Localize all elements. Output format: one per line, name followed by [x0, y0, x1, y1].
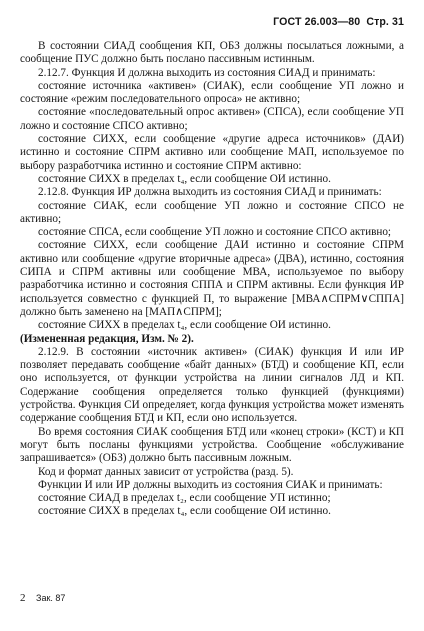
standard-number: ГОСТ 26.003—80 [273, 16, 361, 28]
paragraph: состояние СИХХ, если сообщение ДАИ истинно и состояние СПРМ активно или сообщение «другие вторичные адреса» (ДВА), истинно, состояния СИПА и СПРМ активны или сообщение МВА, используемое по выбору разработчика истинно и состояния СППА и СПРМ активны. Если функция ИР используется совместно с функцией П, то выражение [МВА∧СПРМ∨СППА] должно быть заменено на [МАП∧СПРМ]; [20, 239, 404, 318]
paragraph: состояние источника «активен» (СИАК), если сообщение УП ложно и состояние «режим последовательного опроса» не активно; [20, 79, 404, 106]
document-body [20, 40, 404, 519]
paragraph: В состоянии СИАД сообщения КП, ОБЗ должны посылаться ложными, а сообщение ПУС должно быть послано пассивным истинным. [20, 40, 404, 66]
sheet-number: 2 [20, 592, 26, 604]
print-order-mark: Зак. 87 [36, 593, 66, 603]
paragraph: состояние СИХХ, если сообщение «другие адреса источников» (ДАИ) истинно и состояние СПРМ активно или сообщение МАП, используемое по выбору разработчика истинно и состояние СПРМ активно: [20, 133, 404, 172]
paragraph: состояние СИХХ в пределах t₄, если сообщение ОИ истинно. [38, 172, 331, 185]
paragraph: 2.12.9. В состоянии «источник активен» (СИАК) функция И или ИР позволяет передавать сообщение «байт данных» (БТД) и сообщение КП, если оно используется, от функции устройства на линии сигналов ЛД и КП. Содержание сообщения определяется только функцией (функциями) устройства. Функция СИ определяет, когда функция устройства может изменять содержание сообщения БТД и КП, если оно используется. [20, 345, 404, 425]
paragraph: Код и формат данных зависит от устройства (разд. 5). [38, 465, 294, 478]
page-footer [20, 592, 65, 604]
paragraph: состояние СПСА, если сообщение УП ложно и состояние СПСО активно; [38, 226, 392, 239]
paragraph: 2.12.7. Функция И должна выходить из состояния СИАД и принимать: [38, 66, 376, 79]
page-label: Стр. 31 [366, 16, 404, 28]
paragraph: 2.12.8. Функция ИР должна выходить из состояния СИАД и принимать: [38, 186, 382, 199]
paragraph: Во время состояния СИАК сообщения БТД или «конец строки» (КСТ) и КП могут быть посланы функциями устройства. Сообщение «обслуживание запрашивается» (ОБЗ) должно быть пассивным ложным. [20, 425, 404, 465]
page-header [273, 16, 404, 28]
paragraph: состояние СИАК, если сообщение УП ложно и состояние СПСО не активно; [20, 199, 404, 225]
paragraph: (Измененная редакция, Изм. № 2). [20, 332, 194, 345]
paragraph: состояние СИХХ в пределах t₄, если сообщение ОИ истинно. [38, 505, 331, 518]
paragraph: состояние СИХХ в пределах t₄, если сообщение ОИ истинно. [38, 319, 331, 332]
paragraph: Функции И или ИР должны выходить из состояния СИАК и принимать: [38, 478, 383, 491]
paragraph: состояние СИАД в пределах t₂, если сообщение УП истинно; [38, 492, 331, 505]
paragraph: состояние «последовательный опрос активен» (СПСА), если сообщение УП ложно и состояние СПСО активно; [20, 106, 404, 132]
